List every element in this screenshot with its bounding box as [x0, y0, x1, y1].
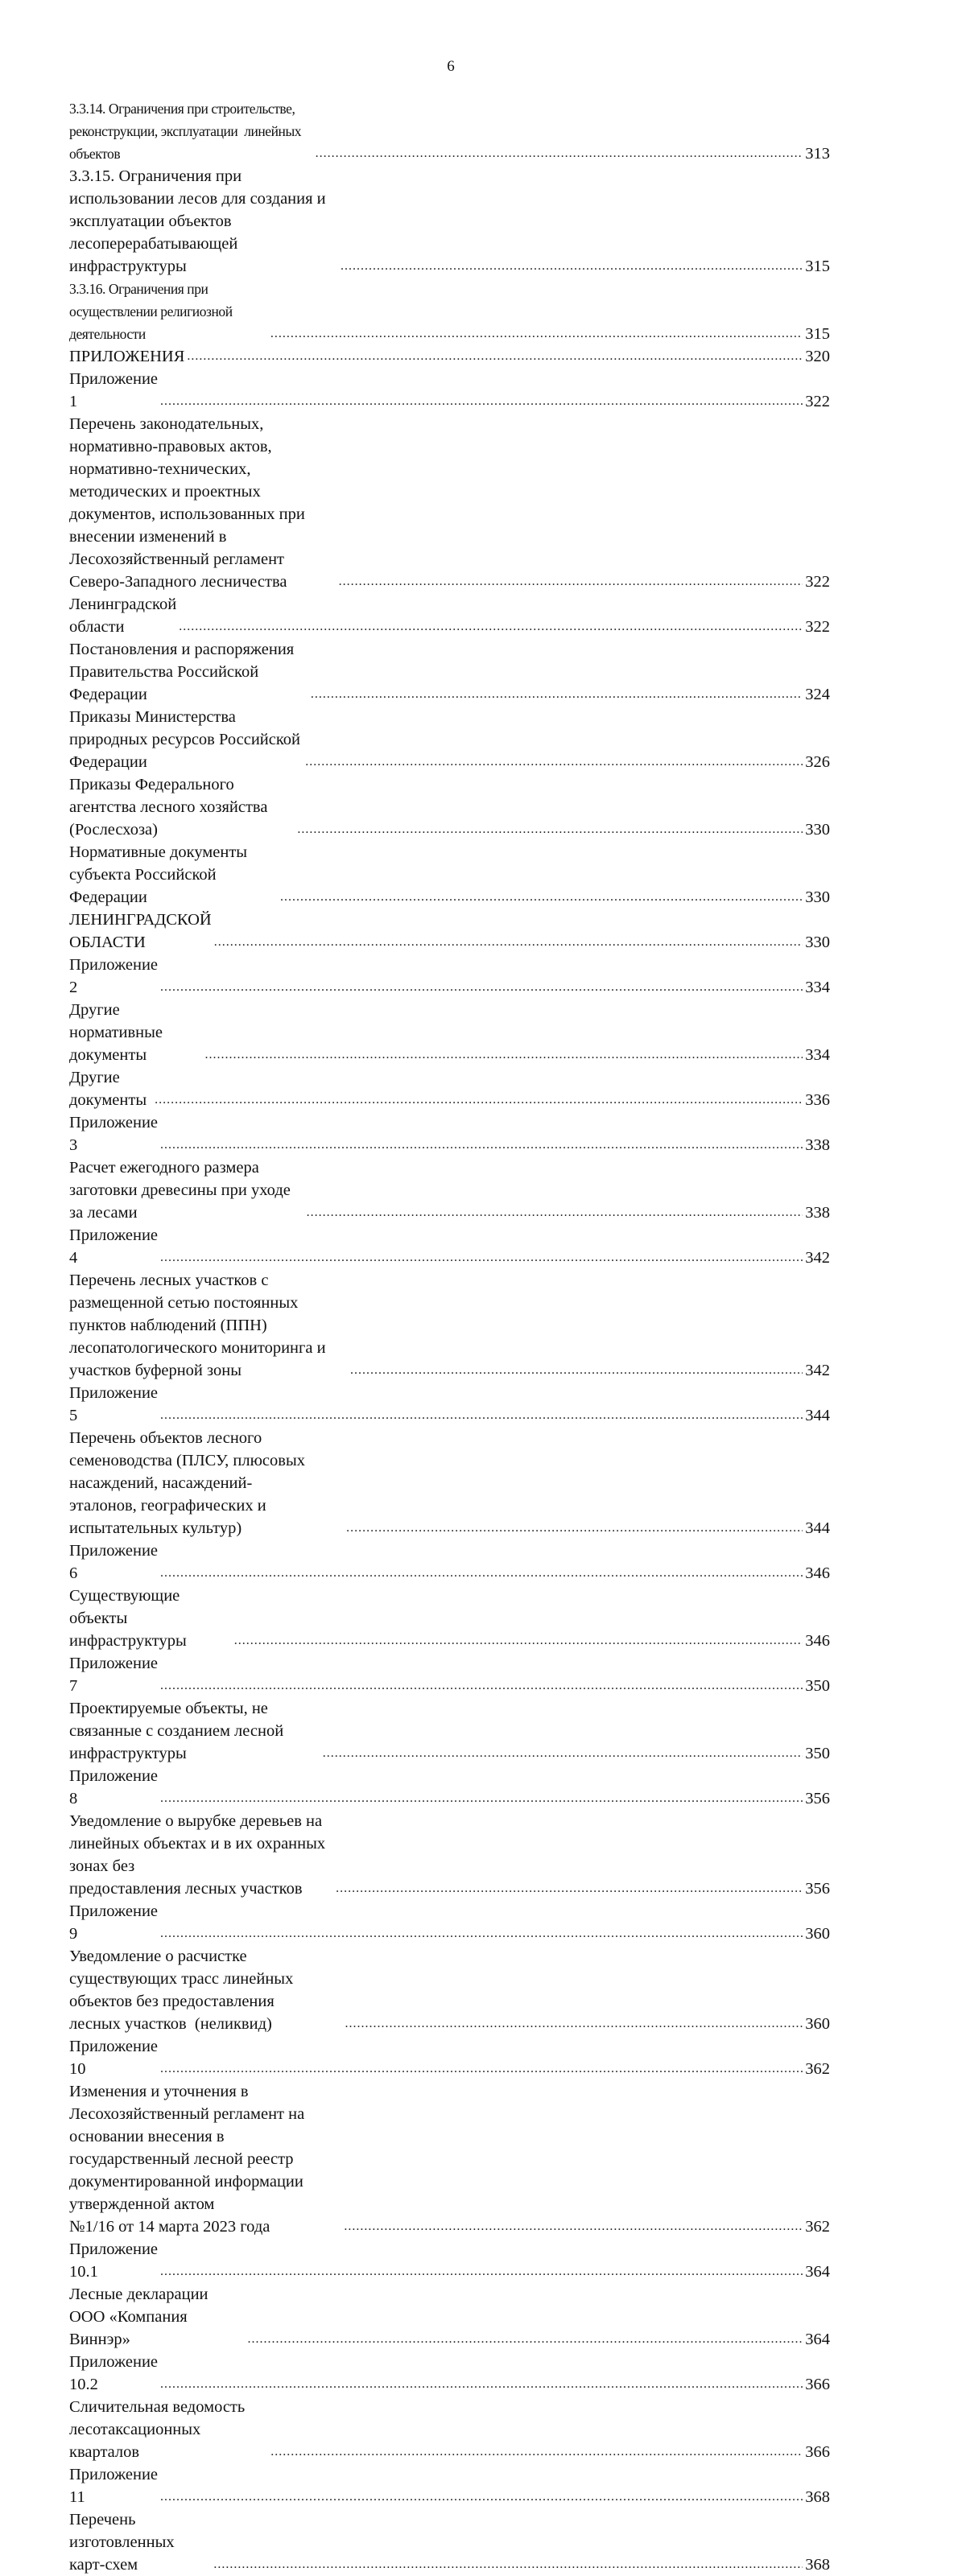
toc-entry-title-line: Приложение 11: [69, 2466, 163, 2506]
toc-dot-leader: [345, 2013, 803, 2035]
toc-entry-page-number: 342: [805, 1249, 830, 1267]
toc-entry-page-number: 334: [805, 979, 830, 996]
toc-dot-leader: [350, 1359, 803, 1382]
toc-entry-title: [69, 954, 163, 999]
toc-entry: [69, 2463, 830, 2508]
toc-entry-title: [69, 2238, 163, 2283]
toc-dot-leader: [323, 1742, 803, 1765]
toc-entry-page-number: 362: [805, 2218, 830, 2236]
toc-entry-title-line: 3.3.14. Ограничения при строительстве, реконструкции, эксплуатации линейных объектов: [69, 101, 304, 162]
toc-entry-title: [69, 278, 268, 345]
toc-entry-page-number: 360: [805, 1925, 830, 1943]
toc-entry: [69, 97, 830, 165]
toc-dot-leader: [297, 818, 803, 841]
toc-entry-title-line: лесных участков (неликвид): [69, 2015, 272, 2033]
toc-entry-page-number: 350: [805, 1677, 830, 1695]
toc-entry-title-line: предоставления лесных участков: [69, 1880, 303, 1898]
toc-entry-title-line: Изменения и уточнения в Лесохозяйственный регламент на основании внесения в: [69, 2083, 309, 2145]
toc-entry: [69, 2238, 830, 2283]
toc-entry-title: [69, 1066, 152, 1111]
toc-entry-title-line: Другие документы: [69, 1069, 147, 1109]
toc-entry-page-number: 324: [805, 686, 830, 703]
toc-entry-page-number: 366: [805, 2443, 830, 2461]
toc-dot-leader: [160, 1923, 803, 1945]
toc-entry: [69, 1224, 830, 1269]
toc-entry-title-line: лесопатологического мониторинга и участков буферной зоны: [69, 1339, 330, 1379]
toc-entry-title: [69, 1652, 163, 1697]
toc-entry: [69, 1269, 830, 1382]
toc-entry-title: [69, 1111, 163, 1156]
toc-entry-title-line: Перечень объектов лесного семеноводства (ПЛСУ, плюсовых насаждений, насаждений-: [69, 1429, 310, 1492]
toc-entry-page-number: 338: [805, 1136, 830, 1154]
toc-dot-leader: [160, 2373, 803, 2396]
toc-entry-page-number: 315: [805, 325, 830, 343]
toc-entry-page-number: 334: [805, 1046, 830, 1064]
toc-dot-leader: [247, 2328, 803, 2351]
toc-entry-title: [69, 2508, 211, 2576]
toc-entry-page-number: 356: [805, 1790, 830, 1807]
toc-entry: [69, 1697, 830, 1765]
toc-entry-title: [69, 1382, 163, 1427]
toc-entry: [69, 2035, 830, 2080]
toc-entry-page-number: 368: [805, 2488, 830, 2506]
toc-entry-title-line: Приложение 10.2: [69, 2353, 163, 2393]
toc-entry: [69, 1900, 830, 1945]
toc-entry-title: [69, 1156, 304, 1224]
toc-entry: [69, 841, 830, 909]
toc-dot-leader: [160, 1247, 803, 1269]
toc-entry-title-line: №1/16 от 14 марта 2023 года: [69, 2218, 270, 2236]
toc-entry-page-number: 360: [805, 2015, 830, 2033]
toc-entry-page-number: 368: [805, 2556, 830, 2574]
toc-entry-page-number: 322: [805, 618, 830, 636]
toc-entry-title-line: Постановления и распоряжения Правительства Российской Федерации: [69, 641, 299, 703]
toc-entry-page-number: 320: [805, 348, 830, 365]
toc-entry-page-number: 346: [805, 1564, 830, 1582]
toc-entry-title-line: Приказы Министерства природных ресурсов Российской Федерации: [69, 708, 305, 771]
toc-dot-leader: [160, 976, 803, 999]
toc-entry-title: [69, 165, 338, 278]
toc-dot-leader: [160, 1562, 803, 1585]
toc-entry-title-line: Перечень законодательных, нормативно-правовых актов, нормативно-технических,: [69, 415, 276, 478]
toc-entry-title-line: 3.3.15. Ограничения при использовании лесов для создания и эксплуатации объектов: [69, 167, 330, 230]
toc-entry-title: [69, 909, 216, 954]
toc-entry-title-line: Приказы Федерального агентства лесного хозяйства (Рослесхоза): [69, 776, 272, 839]
toc-entry: [69, 1382, 830, 1427]
toc-entry-page-number: 344: [805, 1519, 830, 1537]
toc-entry: [69, 2080, 830, 2238]
toc-entry: [69, 1652, 830, 1697]
toc-entry-title-line: Уведомление о вырубке деревьев на линейных объектах и в их охранных зонах без: [69, 1812, 330, 1875]
toc-entry-title-line: Ленинградской области: [69, 596, 181, 636]
toc-entry: [69, 1111, 830, 1156]
toc-entry-title: [69, 1539, 163, 1585]
toc-entry-title-line: ПРИЛОЖЕНИЯ: [69, 348, 185, 365]
toc-entry: [69, 1066, 830, 1111]
toc-entry: [69, 2396, 830, 2463]
toc-entry-title-line: Приложение 9: [69, 1902, 163, 1943]
toc-entry-page-number: 330: [805, 821, 830, 839]
toc-entry-title-line: Приложение 7: [69, 1655, 163, 1695]
toc-entry: [69, 954, 830, 999]
toc-entry: [69, 413, 830, 593]
toc-entry-title-line: Приложение 10: [69, 2038, 163, 2078]
toc-entry-title: [69, 706, 303, 773]
toc-entry-title-line: Перечень лесных участков с размещенной сетью постоянных пунктов наблюдений (ППН): [69, 1272, 303, 1334]
toc-dot-leader: [346, 1517, 803, 1539]
toc-entry-page-number: 313: [805, 145, 830, 163]
toc-entry-title-line: Приложение 5: [69, 1384, 163, 1424]
toc-dot-leader: [160, 1787, 803, 1810]
toc-entry: [69, 638, 830, 706]
toc-dot-leader: [336, 1877, 803, 1900]
toc-entry: [69, 2283, 830, 2351]
toc-entry-title: [69, 2351, 163, 2396]
toc-entry-page-number: 322: [805, 573, 830, 591]
toc-dot-leader: [160, 2058, 803, 2080]
toc-entry-title-line: Перечень изготовленных карт-схем: [69, 2511, 179, 2574]
toc-entry-title: [69, 1585, 232, 1652]
toc-dot-leader: [187, 345, 803, 368]
toc-entry-title: [69, 345, 184, 368]
toc-entry-page-number: 330: [805, 934, 830, 951]
toc-entry-title: [69, 97, 313, 165]
toc-entry-title: [69, 841, 278, 909]
toc-dot-leader: [339, 571, 803, 593]
toc-dot-leader: [214, 931, 803, 954]
toc-entry-title: [69, 999, 202, 1066]
toc-entry-title-line: Уведомление о расчистке существующих трасс линейных объектов без предоставления: [69, 1947, 298, 2010]
toc-entry-title: [69, 593, 181, 638]
toc-entry: [69, 1765, 830, 1810]
toc-entry-title: [69, 1810, 333, 1900]
toc-dot-leader: [160, 390, 803, 413]
toc-entry: [69, 706, 830, 773]
toc-entry: [69, 999, 830, 1066]
toc-dot-leader: [305, 751, 803, 773]
toc-entry-title: [69, 2396, 268, 2463]
toc-entry: [69, 368, 830, 413]
toc-entry-page-number: 338: [805, 1204, 830, 1222]
toc-entry-title-line: Нормативные документы субъекта Российской Федерации: [69, 843, 252, 906]
toc-entry-page-number: 364: [805, 2331, 830, 2348]
toc-entry-title: [69, 368, 163, 413]
toc-entry-title-line: Другие нормативные документы: [69, 1001, 167, 1064]
toc-dot-leader: [204, 1044, 803, 1066]
toc-entry-title-line: ЛЕНИНГРАДСКОЙ ОБЛАСТИ: [69, 911, 216, 951]
toc-entry: [69, 1156, 830, 1224]
toc-entry-title: [69, 2080, 341, 2238]
toc-entry-title: [69, 1269, 348, 1382]
toc-dot-leader: [280, 886, 803, 909]
toc-entry-title: [69, 638, 308, 706]
toc-entry-title-line: эталонов, географических и испытательных культур): [69, 1497, 270, 1537]
toc-entry-title-line: Приложение 1: [69, 370, 163, 410]
toc-dot-leader: [160, 2486, 803, 2508]
toc-entry-title-line: Лесные декларации ООО «Компания Виннэр»: [69, 2285, 213, 2348]
toc-entry-page-number: 362: [805, 2060, 830, 2078]
toc-entry-title-line: Приложение 3: [69, 1114, 163, 1154]
toc-entry-page-number: 350: [805, 1745, 830, 1762]
toc-entry-title: [69, 1765, 163, 1810]
toc-entry: [69, 1810, 830, 1900]
toc-entry-title-line: Расчет ежегодного размера заготовки древесины при уходе за лесами: [69, 1159, 295, 1222]
toc-entry-page-number: 346: [805, 1632, 830, 1650]
toc-entry-title-line: Сличительная ведомость лесотаксационных кварталов: [69, 2398, 250, 2461]
toc-entry-page-number: 342: [805, 1362, 830, 1379]
toc-entry-title-line: 3.3.16. Ограничения при осуществлении религиозной деятельности: [69, 281, 236, 342]
toc-dot-leader: [160, 1404, 803, 1427]
toc-dot-leader: [155, 1089, 803, 1111]
toc-entry-title-line: Приложение 10.1: [69, 2240, 163, 2281]
toc-entry-page-number: 326: [805, 753, 830, 771]
toc-entry-page-number: 366: [805, 2376, 830, 2393]
toc-entry-page-number: 344: [805, 1407, 830, 1424]
toc-entry-page-number: 330: [805, 888, 830, 906]
toc-dot-leader: [179, 616, 803, 638]
toc-entry-title-line: Приложение 2: [69, 956, 163, 996]
toc-entry: [69, 773, 830, 841]
toc-entry: [69, 593, 830, 638]
toc-entry: [69, 1427, 830, 1539]
toc-dot-leader: [234, 1630, 803, 1652]
toc-dot-leader: [213, 2553, 803, 2576]
toc-entry-page-number: 315: [805, 258, 830, 275]
toc-dot-leader: [270, 2441, 803, 2463]
toc-entry: [69, 165, 830, 278]
toc-entry-page-number: 364: [805, 2263, 830, 2281]
toc-entry-page-number: 356: [805, 1880, 830, 1898]
toc-entry: [69, 1539, 830, 1585]
toc-entry-title-line: Приложение 4: [69, 1226, 163, 1267]
toc-dot-leader: [270, 323, 803, 345]
toc-dot-leader: [316, 142, 803, 165]
toc-entry: [69, 278, 830, 345]
toc-entry: [69, 345, 830, 368]
toc-entry-title: [69, 2283, 245, 2351]
toc-dot-leader: [160, 2261, 803, 2283]
toc-entry-title: [69, 1900, 163, 1945]
toc-entry-title: [69, 413, 336, 593]
toc-dot-leader: [311, 683, 803, 706]
toc-entry-title-line: Приложение 6: [69, 1542, 163, 1582]
toc-entry-title-line: Существующие объекты инфраструктуры: [69, 1587, 187, 1650]
toc-entry-title: [69, 1945, 342, 2035]
toc-entry-title-line: лесоперерабатывающей инфраструктуры: [69, 235, 242, 275]
toc-entry-title: [69, 1697, 320, 1765]
toc-entry: [69, 1585, 830, 1652]
toc-entry-title-line: государственный лесной реестр документированной информации утвержденной актом: [69, 2150, 308, 2213]
toc-entry-page-number: 336: [805, 1091, 830, 1109]
toc-entry-title: [69, 2035, 163, 2080]
toc-dot-leader: [160, 1134, 803, 1156]
toc-entry: [69, 2508, 830, 2576]
toc-entry-title: [69, 1427, 344, 1539]
toc-dot-leader: [344, 2215, 803, 2238]
page-number: 6: [447, 58, 455, 75]
toc-entry-title-line: методических и проектных документов, использованных при внесении изменений в: [69, 483, 309, 546]
toc-entry: [69, 909, 830, 954]
toc-entry: [69, 1945, 830, 2035]
toc-entry-title: [69, 1224, 163, 1269]
toc-entry-title-line: Приложение 8: [69, 1767, 163, 1807]
toc-dot-leader: [307, 1201, 803, 1224]
toc-dot-leader: [341, 255, 803, 278]
toc-entry-page-number: 322: [805, 393, 830, 410]
toc-dot-leader: [160, 1675, 803, 1697]
toc-entry: [69, 2351, 830, 2396]
toc-entry-title-line: Лесохозяйственный регламент Северо-Западного лесничества: [69, 550, 289, 591]
toc-entry-title-line: Проектируемые объекты, не связанные с созданием лесной инфраструктуры: [69, 1700, 288, 1762]
toc-entry-title: [69, 2463, 163, 2508]
toc-entry-title: [69, 773, 295, 841]
table-of-contents: [69, 97, 830, 2576]
